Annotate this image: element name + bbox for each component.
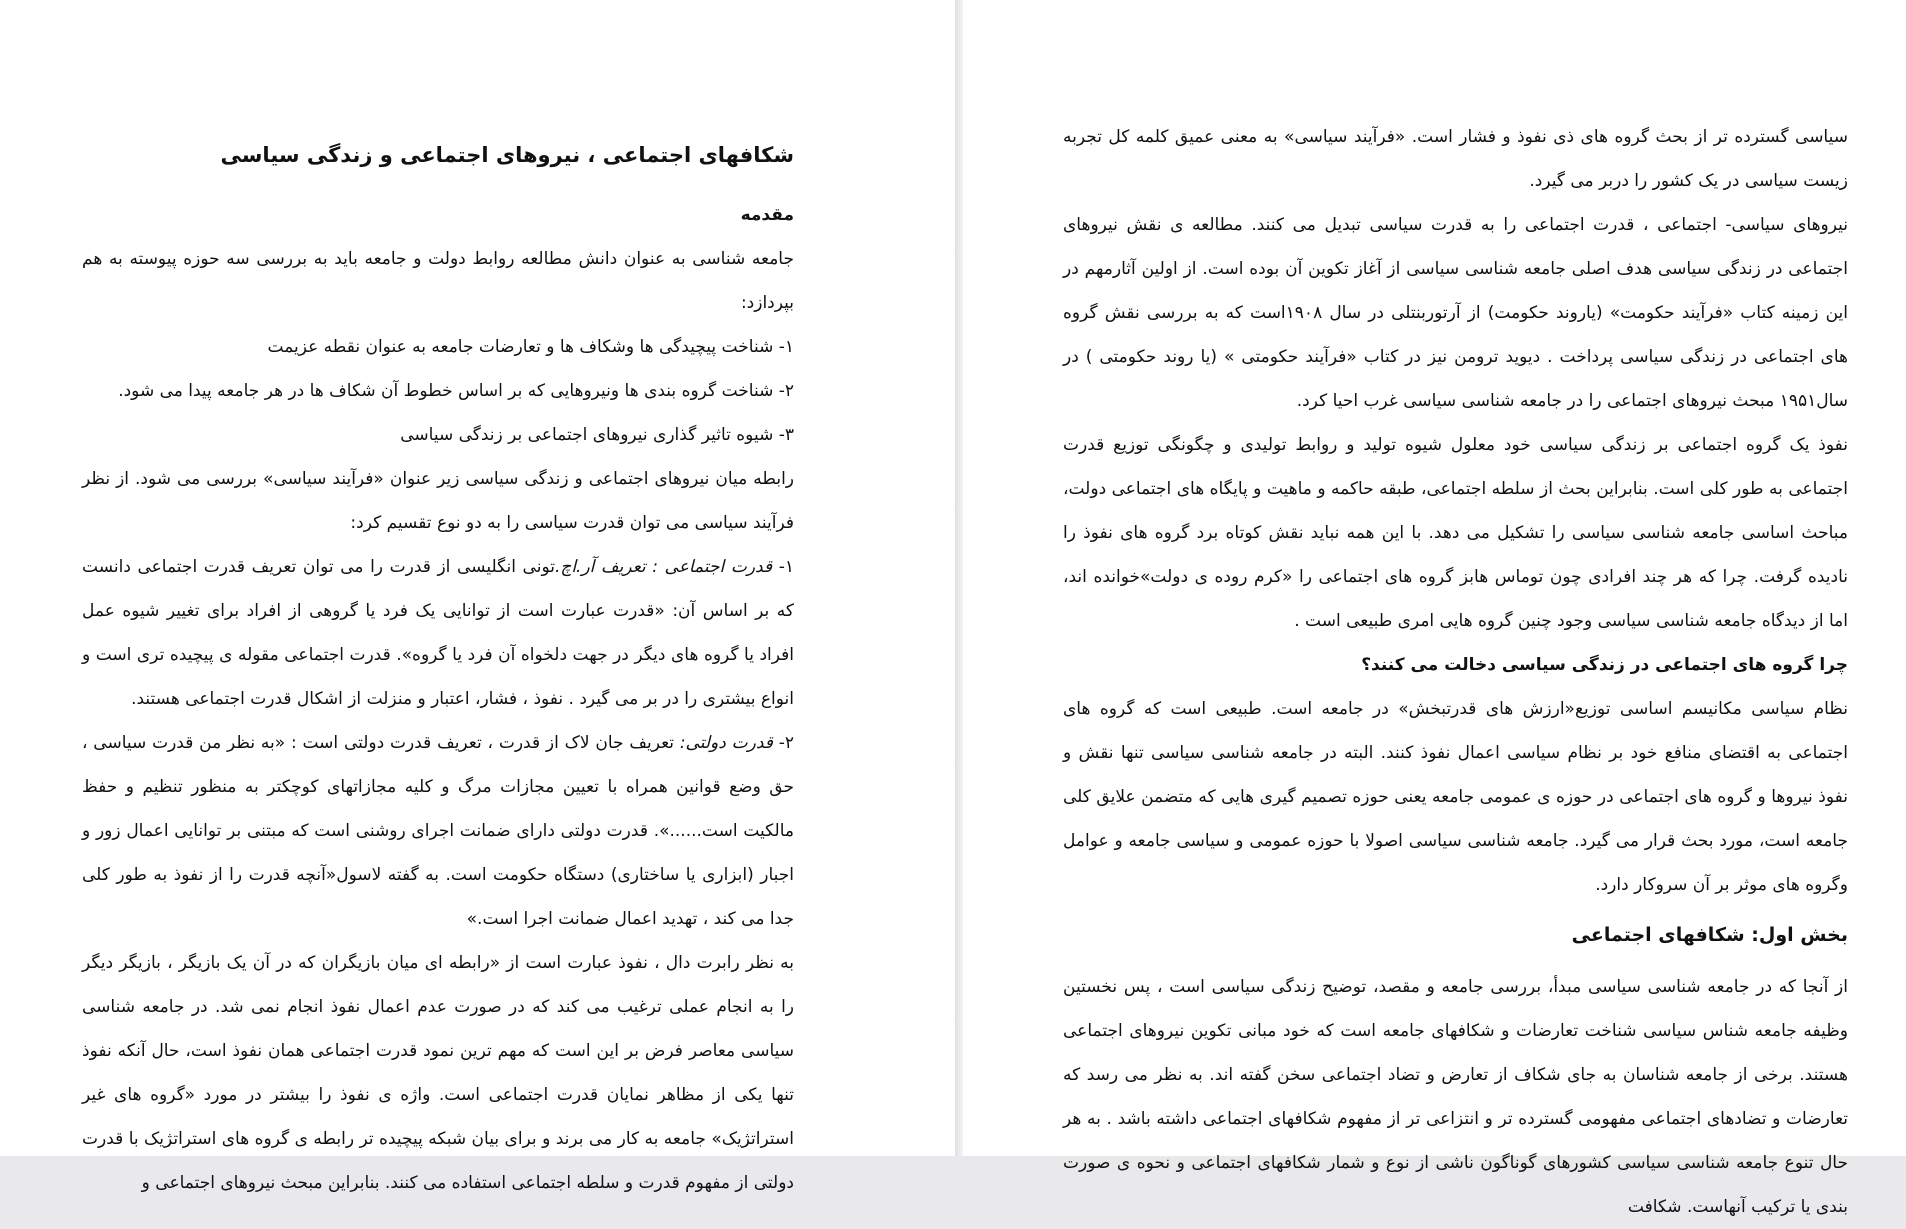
state-power-term: قدرت دولتی: xyxy=(679,733,773,753)
political-process-paragraph: رابطه میان نیروهای اجتماعی و زندگی سیاسی زیر عنوان «فرآیند سیاسی» بررسی می شود. از نظر فرآیند سیاسی می توان قدرت سیاسی را به دو نوع تقسیم کرد: xyxy=(82,469,794,533)
question-heading: چرا گروه های اجتماعی در زندگی سیاسی دخالت می کنند؟ xyxy=(1361,655,1848,675)
state-power-paragraph xyxy=(82,721,794,941)
section-heading: بخش اول: شکافهای اجتماعی xyxy=(1571,924,1848,946)
list-item: ۳- شیوه تاثیر گذاری نیروهای اجتماعی بر زندگی سیاسی xyxy=(400,425,794,445)
cleavages-paragraph: از آنجا که در جامعه شناسی سیاسی مبدأ، بررسی جامعه و مقصد، توضیح زندگی سیاسی است ، پس نخستین وظیفه جامعه شناس سیاسی شناخت تعارضات و شکافهای جامعه است که خود مبانی تکوین نیروهای اجتماعی هستند. برخی از جامعه شناسان به جای شکاف از تعارض و تضاد اجتماعی سخن گفته اند. به نظر می رسد که تعارضات و تضادهای اجتماعی مفهومی گسترده تر و انتزاعی تر از مفهوم شکافهای اجتماعی داشته باشد . به هر حال تنوع جامعه شناسی سیاسی کشورهای گوناگون ناشی از نوع و شمار شکافهای اجتماعی و نحوه ی صورت بندی یا ترکیب آنهاست. شکافت xyxy=(1063,977,1848,1217)
intro-heading: مقدمه xyxy=(740,205,794,225)
state-power-text: تعریف جان لاک از قدرت ، تعریف قدرت دولتی است : «به نظر من قدرت سیاسی ، حق وضع قوانین همراه با تعیین مجازات مرگ و کلیه مجازاتهای کوچکتر به منظور تنظیم و حفظ مالکیت است......». قدرت دولتی دارای ضمانت اجرای روشنی است که مبتنی بر توانایی اعمال زور و اجبار (ابزاری یا ساختاری) دستگاه حکومت است. به گفته لاسول«آنچه قدرت را از نفوذ به طور کلی جدا می کند ، تهدید اعمال ضمانت اجرا است.» xyxy=(82,733,794,929)
state-power-number: ۲- xyxy=(772,733,794,753)
left-page-content xyxy=(82,131,794,1205)
intro-paragraph: جامعه شناسی به عنوان دانش مطالعه روابط دولت و جامعه باید به بررسی سه حوزه پیوسته به هم بپردازد: xyxy=(82,249,794,313)
social-power-paragraph xyxy=(82,545,794,721)
continuation-paragraph: سیاسی گسترده تر از بحث گروه های ذی نفوذ و فشار است. «فرآیند سیاسی» به معنی عمیق کلمه کل تجربه زیست سیاسی در یک کشور را دربر می گیرد. xyxy=(1063,127,1848,191)
political-system-paragraph: نظام سیاسی مکانیسم اساسی توزیع«ارزش های قدرتبخش» در جامعه است. طبیعی است که گروه های اجتماعی به اقتضای منافع خود بر نظام سیاسی اعمال نفوذ کنند. البته در جامعه شناسی سیاسی تنها نقش و نفوذ نیروها و گروه های اجتماعی در حوزه ی عمومی جامعه یعنی حوزه تصمیم گیری هایی که متضمن علایق کلی جامعه است، مورد بحث قرار می گیرد. جامعه شناسی سیاسی اصولا با حوزه عمومی و سیاسی جامعه و عوامل وگروه های موثر بر آن سروکار دارد. xyxy=(1063,699,1848,895)
social-power-text: تونی انگلیسی از قدرت را می توان تعریف قدرت اجتماعی دانست که بر اساس آن: «قدرت عبارت است از توانایی یک فرد یا گروهی از افراد برای تغییر شیوه عمل افراد یا گروه های دیگر در جهت دلخواه آن فرد یا گروه». قدرت اجتماعی مقوله ی پیچیده تری است و انواع بیشتری را در بر می گیرد . نفوذ ، فشار، اعتبار و منزلت از اشکال قدرت اجتماعی هستند. xyxy=(82,557,794,709)
left-page xyxy=(0,0,955,1193)
group-influence-paragraph: نفوذ یک گروه اجتماعی بر زندگی سیاسی خود معلول شیوه تولید و روابط تولیدی و چگونگی توزیع قدرت اجتماعی به طور کلی است. بنابراین بحث از سلطه اجتماعی، طبقه حاکمه و ماهیت و پایگاه های اجتماعی دولت، مباحث اساسی جامعه شناسی سیاسی را تشکیل می دهد. با این همه نباید نقش کوتاه برد گروه های نفوذ را نادیده گرفت. چرا که هر چند افرادی چون توماس هابز گروه های اجتماعی را «کرم روده ی دولت»خوانده اند، اما از دیدگاه جامعه شناسی سیاسی وجود چنین گروه هایی امری طبیعی است . xyxy=(1063,435,1848,631)
list-item: ۱- شناخت پیچیدگی ها وشکاف ها و تعارضات جامعه به عنوان نقطه عزیمت xyxy=(267,337,794,357)
social-power-number: ۱- xyxy=(772,557,794,577)
page-gutter xyxy=(955,0,963,1156)
right-page-content xyxy=(1063,115,1848,1229)
list-item: ۲- شناخت گروه بندی ها ونیروهایی که بر اساس خطوط آن شکاف ها در هر جامعه پیدا می شود. xyxy=(118,381,794,401)
right-page xyxy=(963,0,1906,1217)
political-forces-paragraph: نیروهای سیاسی- اجتماعی ، قدرت اجتماعی را به قدرت سیاسی تبدیل می کنند. مطالعه ی نقش نیروهای اجتماعی در زندگی سیاسی هدف اصلی جامعه شناسی سیاسی از آغاز تکوین آن بوده است. از اولین آثارمهم در این زمینه کتاب «فرآیند حکومت» (یاروند حکومت) از آرتوربنتلی در سال ۱۹۰۸است که به بررسی نقش گروه های اجتماعی در زندگی سیاسی پرداخت . دیوید ترومن نیز در کتاب «فرآیند حکومتی » (یا روند حکومتی ) در سال۱۹۵۱ مبحث نیروهای اجتماعی را در جامعه شناسی سیاسی غرب احیا کرد. xyxy=(1063,215,1849,411)
social-power-term: قدرت اجتماعی : تعریف آر.اچ. xyxy=(554,557,773,577)
chapter-title: شکافهای اجتماعی ، نیروهای اجتماعی و زندگی سیاسی xyxy=(220,143,794,167)
influence-paragraph: به نظر رابرت دال ، نفوذ عبارت است از «رابطه ای میان بازیگران که در آن یک بازیگر ، بازیگر دیگر را به انجام عملی ترغیب می کند که در صورت عدم اعمال نفوذ انجام نمی شد. در جامعه شناسی سیاسی معاصر فرض بر این است که مهم ترین نمود قدرت اجتماعی همان نفوذ است، حال آنکه نفوذ تنها یکی از مظاهر نمایان قدرت اجتماعی است. واژه ی نفوذ را بیشتر در مورد «گروه های غیر استراتژیک» جامعه به کار می برند و برای بیان شبکه پیچیده تر رابطه ی گروه های استراتژیک با قدرت دولتی از مفهوم قدرت و سلطه اجتماعی استفاده می کنند. بنابراین مبحث نیروهای اجتماعی و xyxy=(82,953,794,1193)
